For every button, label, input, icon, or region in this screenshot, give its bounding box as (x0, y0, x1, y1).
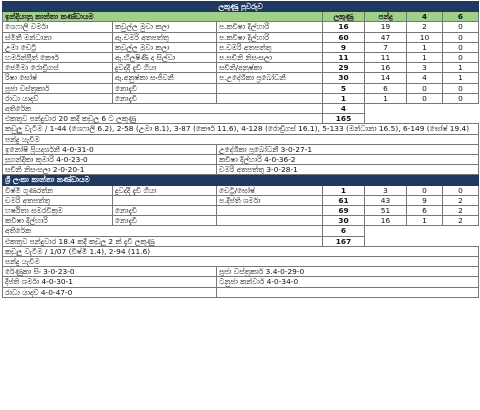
bowler: ප.සචිනි නිසංසලා (217, 53, 323, 63)
bowler (217, 83, 323, 93)
sixes: 0 (443, 53, 479, 63)
dismissal: ඇ.හිලෂිණි ද සිල්වා (113, 53, 217, 63)
total-spacer (365, 236, 479, 246)
sixes: 1 (443, 73, 479, 83)
bowler: ප.කවිෂා දිල්හාරි (217, 32, 323, 42)
column-header (407, 175, 443, 185)
bowling-row (3, 267, 479, 277)
scorecard (2, 1, 478, 298)
team-name: ශ්‍රී ලංකා කාන්තා කණ්ඩායම (3, 175, 323, 185)
column-header: 6 (443, 12, 479, 22)
bowler-figures: රේණුකා සිං 3-0-23-0 (3, 267, 217, 277)
dismissal: නොදැවී (113, 93, 217, 103)
bowler (217, 206, 323, 216)
balls: 19 (365, 22, 407, 32)
bowling-label-row (3, 257, 479, 267)
fours: 1 (407, 216, 443, 226)
dismissal: කවුල්ල මුවා කලා (113, 42, 217, 52)
batter-name: රාධා යාදව් (3, 93, 113, 103)
bowler: ප.කවිෂා දිල්හාරි (217, 22, 323, 32)
batter-row (3, 53, 479, 63)
batter-name: ස්මිතී මන්ධානා (3, 32, 113, 42)
batter-row (3, 93, 479, 103)
balls: 7 (365, 42, 407, 52)
bowler-figures: ඉනෝෂි ප්‍රියදර්ශනී 4-0-31-0 (3, 144, 217, 154)
total-value: 165 (323, 114, 365, 124)
bowler: චෙට්‍රි/ඝෝෂ් (217, 185, 323, 195)
balls: 51 (365, 206, 407, 216)
total-label: එකතුව පන්දුවාර 20 කදී කඩුලු 6 ට ලකුණු (3, 114, 323, 124)
batter-name: ශෙෆාලි වර්මා (3, 22, 113, 32)
fours: 6 (407, 206, 443, 216)
fall-of-wickets-row (3, 124, 479, 134)
runs: 30 (323, 73, 365, 83)
extras-row (3, 104, 479, 114)
team-header-row (3, 175, 479, 185)
fours: 0 (407, 93, 443, 103)
bowler-figures: රාධා යාදව් 4-0-47-0 (3, 287, 217, 297)
runs: 30 (323, 216, 365, 226)
runs: 1 (323, 93, 365, 103)
dismissal: ඇ.අනුෂ්කා සංජීවනී (113, 73, 217, 83)
fours: 0 (407, 185, 443, 195)
column-header (323, 175, 365, 185)
bowler-figures: දීප්ති ශර්මා 4-0-30-1 (3, 277, 217, 287)
fours: 0 (407, 83, 443, 93)
bowler-figures: සුගන්දිකා කුමාරි 4-0-23-0 (3, 155, 217, 165)
bowling-row (3, 155, 479, 165)
batter-name: රිෂා ඝෝෂ් (3, 73, 113, 83)
dismissal: කවුල්ල මුවා කලා (113, 22, 217, 32)
runs: 9 (323, 42, 365, 52)
extras-value: 4 (323, 104, 365, 114)
fours: 1 (407, 53, 443, 63)
balls: 6 (365, 83, 407, 93)
fours: 1 (407, 42, 443, 52)
balls: 1 (365, 93, 407, 103)
total-label: එකතුව පන්දුවාර 18.4 කදී කඩුලු 2 ක් දැවී ලකුණු (3, 236, 323, 246)
batter-row (3, 63, 479, 73)
bowling-row (3, 277, 479, 287)
bowler: ප.උදේශිකා ප්‍රබෝධනී (217, 73, 323, 83)
sixes: 2 (443, 206, 479, 216)
sixes: 0 (443, 93, 479, 103)
total-value: 167 (323, 236, 365, 246)
team-header-row (3, 12, 479, 22)
fours: 2 (407, 22, 443, 32)
runs: 16 (323, 22, 365, 32)
batter-row (3, 185, 479, 195)
balls: 3 (365, 185, 407, 195)
fall-of-wickets: කඩුලු වැටීම / 1-44 (ශෙෆාලි 6.2), 2-58 (උමා 8.1), 3-87 (කෞර් 11.6), 4-128 (රොඩ්‍රිගස් 16.1), 5-133 (මන්ධානා 16.5), 6-149 (ඝෝෂ් 19.4) (3, 124, 479, 134)
balls: 11 (365, 53, 407, 63)
batter-row (3, 83, 479, 93)
sixes: 0 (443, 83, 479, 93)
sixes: 0 (443, 32, 479, 42)
bowling-row (3, 144, 479, 154)
dismissal: නොදැවී (113, 216, 217, 226)
extras-spacer (365, 104, 479, 114)
total-spacer (365, 114, 479, 124)
sixes: 2 (443, 216, 479, 226)
sixes: 0 (443, 185, 479, 195)
total-row (3, 114, 479, 124)
balls: 47 (365, 32, 407, 42)
bowler-figures: ටනුජා කන්වාර් 4-0-34-0 (217, 277, 479, 287)
extras-label: අතිරේක (3, 104, 323, 114)
sixes: 2 (443, 195, 479, 205)
scorecard-title: ලකුණු පුවරුව (3, 2, 479, 12)
sixes: 1 (443, 63, 479, 73)
runs: 69 (323, 206, 365, 216)
bowler (217, 216, 323, 226)
bowler-figures: පූජා වස්ත්‍රකාර් 3.4-0-29-0 (217, 267, 479, 277)
batter-row (3, 195, 479, 205)
fours: 3 (407, 63, 443, 73)
fours: 9 (407, 195, 443, 205)
balls: 16 (365, 216, 407, 226)
column-header: ලකුණු (323, 12, 365, 22)
batter-name: චමරි අතපත්තු (3, 195, 113, 205)
runs: 5 (323, 83, 365, 93)
bowler-figures: උදේශිකා ප්‍රබෝධනී 3-0-27-1 (217, 144, 479, 154)
extras-label: අතිරේක (3, 226, 323, 236)
dismissal: නොදැවී (113, 83, 217, 93)
dismissal: ඇ.චමරි අතපත්තු (113, 32, 217, 42)
bowling-label: පන්දු යැවීම (3, 134, 479, 144)
bowling-row (3, 287, 479, 297)
balls: 43 (365, 195, 407, 205)
dismissal: දුවද්දී දැවී ගියා (113, 185, 217, 195)
batter-name: හර්මන්ප්‍රීත් කෞර් (3, 53, 113, 63)
extras-value: 6 (323, 226, 365, 236)
batter-row (3, 216, 479, 226)
dismissal: නොදැවී (113, 206, 217, 216)
bowler: සචිනි/අනුෂ්කා (217, 63, 323, 73)
runs: 61 (323, 195, 365, 205)
runs: 1 (323, 185, 365, 195)
fall-of-wickets: කඩුලු වැටීම / 1/07 (විෂ්මි 1.4), 2-94 (11.6) (3, 246, 479, 256)
column-header: 4 (407, 12, 443, 22)
batter-name: උමා චෙට්‍රි (3, 42, 113, 52)
column-header (443, 175, 479, 185)
dismissal: දුවද්දී දැවී ගියා (113, 63, 217, 73)
batter-row (3, 206, 479, 216)
bowler (217, 93, 323, 103)
bowling-label-row (3, 134, 479, 144)
scorecard-table (2, 1, 479, 298)
batter-row (3, 73, 479, 83)
bowling-label: පන්දු යැවීම (3, 257, 479, 267)
batter-row (3, 42, 479, 52)
bowler-figures (217, 287, 479, 297)
batter-name: හර්ෂිතා සමරවික්‍රම (3, 206, 113, 216)
runs: 29 (323, 63, 365, 73)
column-header: පන්දු (365, 12, 407, 22)
fall-of-wickets-row (3, 246, 479, 256)
extras-row (3, 226, 479, 236)
team-name: ඉන්දියානු කාන්තා කණ්ඩායම (3, 12, 323, 22)
balls: 14 (365, 73, 407, 83)
bowler-figures: සචිනි නිසංසලා 2-0-20-1 (3, 165, 217, 175)
batter-name: කවිෂා දිල්හාරි (3, 216, 113, 226)
fours: 4 (407, 73, 443, 83)
batter-name: පූජා වස්ත්‍රකාර් (3, 83, 113, 93)
batter-name: විෂ්මි ගුණරත්න (3, 185, 113, 195)
batter-row (3, 32, 479, 42)
extras-spacer (365, 226, 479, 236)
bowler: ප.චමරි අතපත්තු (217, 42, 323, 52)
fours: 10 (407, 32, 443, 42)
column-header (365, 175, 407, 185)
batter-row (3, 22, 479, 32)
bowler-figures: චමරි අතපත්තු 3-0-28-1 (217, 165, 479, 175)
runs: 60 (323, 32, 365, 42)
sixes: 0 (443, 42, 479, 52)
batter-name: ජෙමීමා රොඩ්‍රිගස් (3, 63, 113, 73)
dismissal (113, 195, 217, 205)
sixes: 0 (443, 22, 479, 32)
total-row (3, 236, 479, 246)
bowler: ප.දීප්ති ශර්මා (217, 195, 323, 205)
bowler-figures: කවිෂා දිල්හාරි 4-0-36-2 (217, 155, 479, 165)
bowling-row (3, 165, 479, 175)
balls: 16 (365, 63, 407, 73)
runs: 11 (323, 53, 365, 63)
